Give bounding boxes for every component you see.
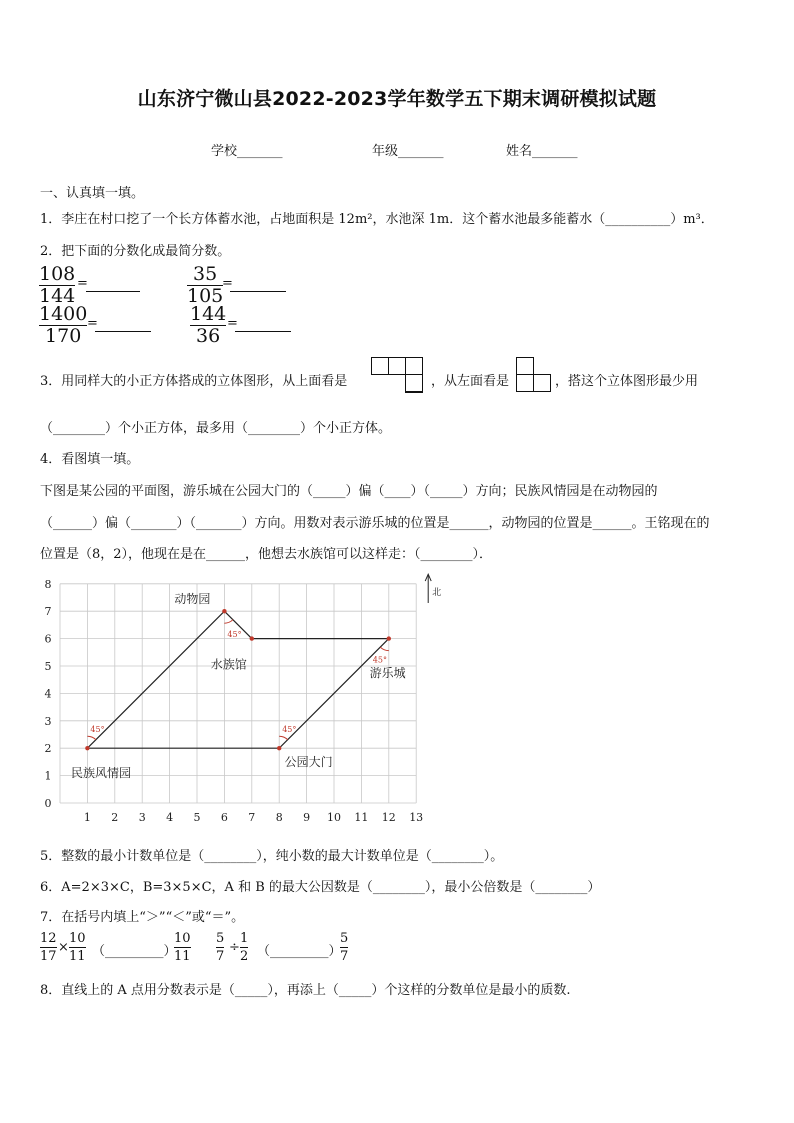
y-tick-label: 0 <box>44 797 52 810</box>
answer-blank[interactable] <box>235 331 291 332</box>
numerator: 10 <box>174 931 191 946</box>
name-field[interactable]: 姓名_______ <box>506 144 578 159</box>
fraction <box>240 931 248 964</box>
fraction <box>340 931 348 964</box>
angle-label: 45° <box>372 655 387 665</box>
question-4-line-1: 下图是某公园的平面图，游乐城在公园大门的（_____）偏（____）（_____）方向；民族风情园是在动物园的 <box>40 484 658 499</box>
fraction <box>40 931 57 964</box>
location-dot <box>387 636 391 640</box>
question-4: 4．看图填一填。 <box>40 452 140 467</box>
question-4-line-3: 位置是（8，2），他现在是在______，他想去水族馆可以这样走：（________）． <box>40 547 493 562</box>
denominator: 7 <box>216 949 225 964</box>
angle-label: 45° <box>90 725 105 735</box>
x-tick-label: 4 <box>166 811 174 824</box>
question-5: 5．整数的最小计数单位是（________），纯小数的最大计数单位是（________）。 <box>40 849 504 864</box>
y-tick-label: 6 <box>44 632 52 646</box>
answer-blank[interactable] <box>230 291 286 292</box>
equals-sign: = <box>77 276 88 291</box>
denominator: 36 <box>196 325 221 347</box>
angle-arc <box>224 620 233 624</box>
place-label-folk: 民族风情园 <box>70 765 131 780</box>
cube-square <box>516 374 534 392</box>
x-tick-label: 1 <box>83 811 91 824</box>
school-field[interactable]: 学校_______ <box>211 144 283 159</box>
denominator: 2 <box>240 949 249 964</box>
y-tick-label: 8 <box>44 577 52 591</box>
answer-blank[interactable] <box>86 291 140 292</box>
angle-label: 45° <box>282 725 297 735</box>
fraction <box>174 931 191 964</box>
question-4-line-2: （______）偏（_______）（_______）方向。用数对表示游乐城的位置是______，动物园的位置是______。王铭现在的 <box>40 516 710 531</box>
x-tick-label: 8 <box>275 811 283 824</box>
x-tick-label: 7 <box>248 811 256 824</box>
answer-blank[interactable] <box>95 331 151 332</box>
numerator: 5 <box>216 931 225 946</box>
x-tick-label: 5 <box>193 811 201 824</box>
denominator: 11 <box>69 949 86 964</box>
numerator: 12 <box>40 931 57 946</box>
place-label-gate: 公园大门 <box>284 755 333 770</box>
fraction-3 <box>39 305 87 346</box>
denominator: 144 <box>39 285 76 307</box>
park-map <box>30 570 450 830</box>
question-8: 8．直线上的 A 点用分数表示是（_____），再添上（_____）个这样的分数单位是最小的质数. <box>40 983 571 998</box>
equals-sign: = <box>222 276 233 291</box>
cube-square <box>405 374 423 392</box>
cube-square <box>371 357 389 375</box>
grade-field[interactable]: 年级_______ <box>372 144 444 159</box>
numerator: 108 <box>39 263 76 285</box>
y-tick-label: 5 <box>44 660 52 673</box>
fraction <box>216 931 224 964</box>
question-2: 2．把下面的分数化成最简分数。 <box>40 244 231 259</box>
times-sign: × <box>58 940 69 955</box>
numerator: 1 <box>240 931 249 946</box>
location-dot <box>250 636 254 640</box>
y-tick-label: 2 <box>44 742 52 756</box>
x-tick-label: 11 <box>354 811 369 824</box>
place-label-amusement: 游乐城 <box>369 665 406 680</box>
fraction-4 <box>190 305 226 346</box>
x-tick-label: 9 <box>303 811 311 824</box>
angle-label: 45° <box>227 630 242 640</box>
location-dot <box>85 746 89 750</box>
compare-blank[interactable]: （_________） <box>257 944 342 959</box>
divide-sign: ÷ <box>229 940 240 955</box>
x-tick-label: 6 <box>220 811 228 824</box>
y-tick-label: 1 <box>44 769 52 783</box>
denominator: 170 <box>45 325 82 347</box>
question-6: 6．A=2×3×C，B=3×5×C，A 和 B 的最大公因数是（________），最小公倍数是（________） <box>40 880 601 895</box>
x-tick-label: 3 <box>138 811 146 824</box>
cube-square <box>533 374 551 392</box>
fraction-1 <box>39 265 75 306</box>
denominator: 17 <box>40 949 57 964</box>
location-dot <box>222 609 226 613</box>
question-3-part-c: ，搭这个立体图形最少用 <box>555 374 699 389</box>
angle-arc <box>87 736 96 740</box>
numerator: 1400 <box>39 303 88 325</box>
question-3-part-a: 3．用同样大的小正方体搭成的立体图形，从上面看是 <box>40 374 348 389</box>
question-3-part-b: ，从左面看是 <box>431 374 510 389</box>
numerator: 10 <box>69 931 86 946</box>
angle-arc <box>380 647 389 651</box>
denominator: 105 <box>187 285 224 307</box>
cube-square <box>388 357 406 375</box>
y-tick-label: 3 <box>44 714 52 728</box>
compare-blank[interactable]: （_________） <box>92 944 177 959</box>
numerator: 5 <box>340 931 349 946</box>
x-tick-label: 2 <box>111 811 119 824</box>
question-1: 1．李庄在村口挖了一个长方体蓄水池，占地面积是 12m²，水池深 1m．这个蓄水池最多能蓄水（__________）m³． <box>40 212 714 227</box>
denominator: 11 <box>174 949 191 964</box>
y-tick-label: 7 <box>44 605 52 619</box>
equals-sign: = <box>227 316 238 331</box>
fraction <box>69 931 86 964</box>
denominator: 7 <box>340 949 349 964</box>
y-tick-label: 4 <box>44 687 52 701</box>
north-label: 北 <box>432 587 442 598</box>
fraction-2 <box>187 265 223 306</box>
page-title: 山东济宁微山县2022-2023学年数学五下期末调研模拟试题 <box>137 88 657 110</box>
x-tick-label: 12 <box>381 811 396 824</box>
numerator: 35 <box>193 263 218 285</box>
x-tick-label: 10 <box>327 811 341 824</box>
angle-arc <box>279 736 288 740</box>
section-heading: 一、认真填一填。 <box>40 186 145 201</box>
place-label-zoo: 动物园 <box>174 592 211 607</box>
numerator: 144 <box>190 303 227 325</box>
location-dot <box>277 746 281 750</box>
question-3-part-d: （________）个小正方体，最多用（________）个小正方体。 <box>40 421 392 436</box>
question-7: 7．在括号内填上“＞”“＜”或“＝”。 <box>40 910 245 925</box>
equals-sign: = <box>87 316 98 331</box>
place-label-aquarium: 水族馆 <box>210 657 247 672</box>
x-tick-label: 13 <box>409 811 424 824</box>
